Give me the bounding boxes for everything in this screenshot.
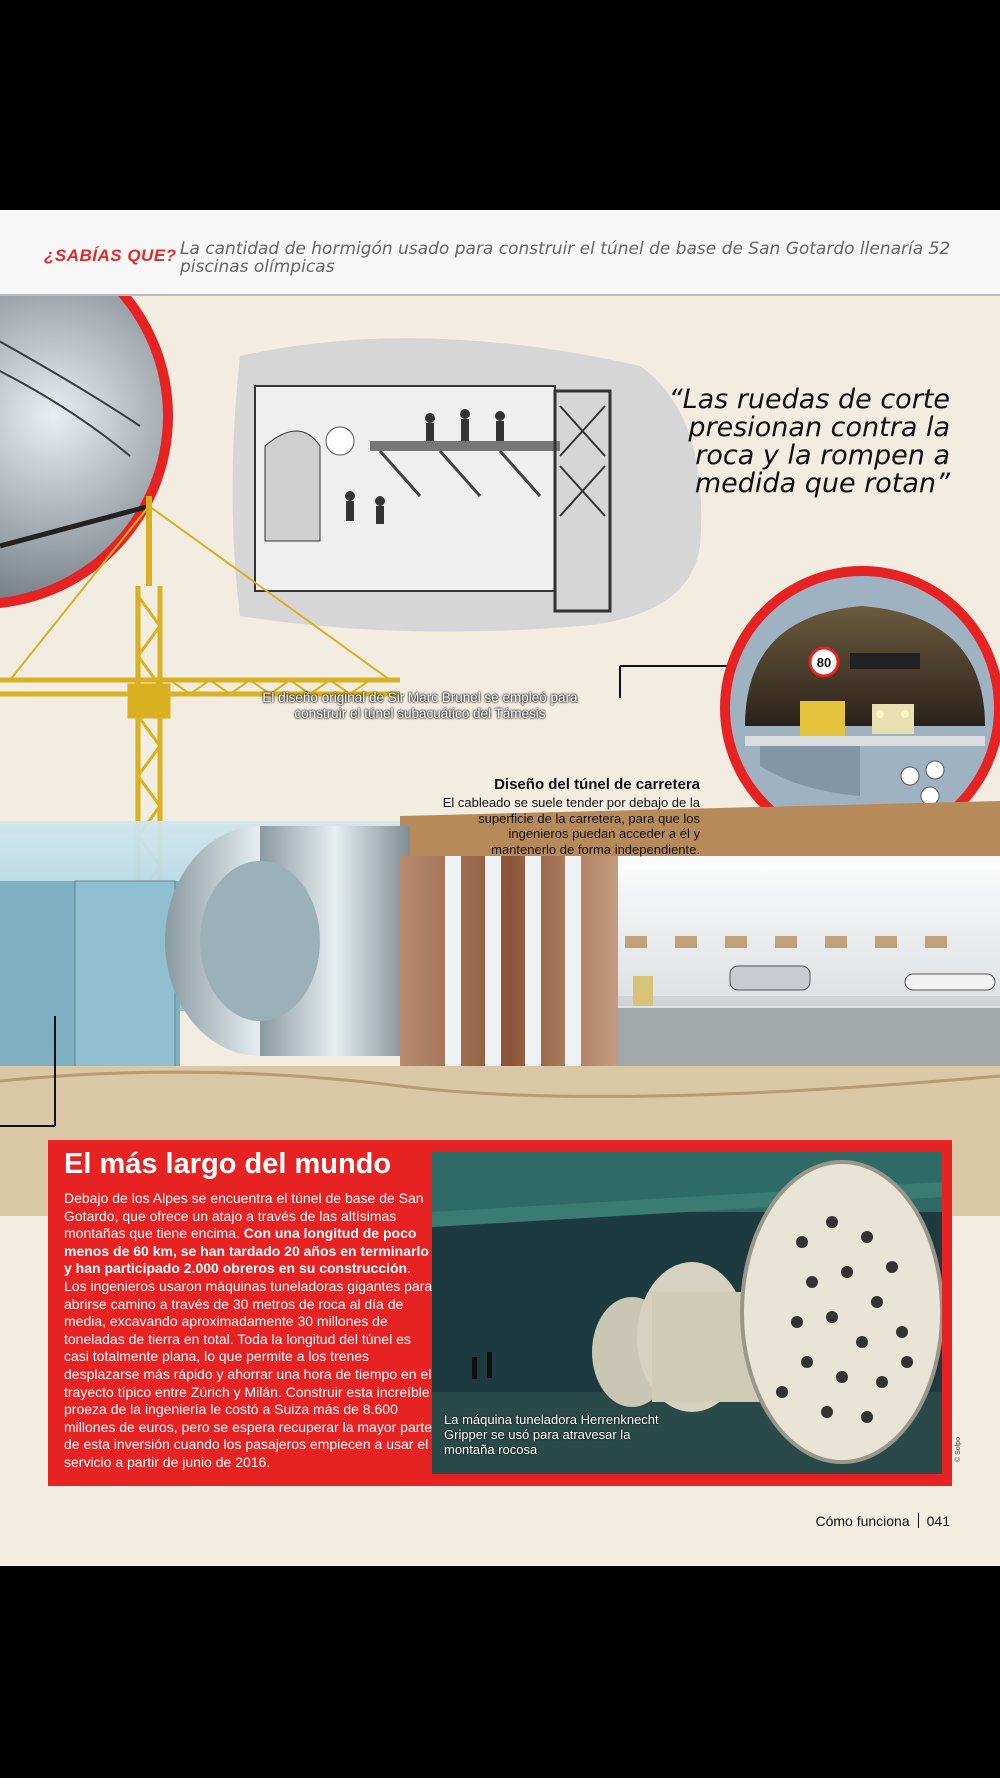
rail-tunnel-interior bbox=[618, 856, 1000, 1066]
tbm-photo-caption: La máquina tuneladora Herrenknecht Gripper se usó para atravesar la montaña rocosa bbox=[444, 1412, 659, 1457]
did-you-know-band bbox=[0, 210, 1000, 296]
tunnel-illustration bbox=[0, 296, 1000, 1216]
photo-credit: © Solpo bbox=[955, 1436, 962, 1462]
magazine-page bbox=[0, 210, 1000, 1566]
road-tunnel-text: El cableado se suele tender por debajo de la superficie de la carretera, para que los ingenieros puedan acceder a él y mantenerlo de forma independiente. bbox=[442, 795, 700, 857]
speed-limit-sign: 80 bbox=[816, 655, 832, 670]
did-you-know-tag: ¿SABÍAS QUE? bbox=[44, 246, 177, 265]
road-tunnel-callout bbox=[440, 776, 700, 857]
brunel-engraving bbox=[233, 338, 702, 631]
tunnel-photo bbox=[0, 296, 163, 599]
page-number: 041 bbox=[926, 1513, 950, 1529]
engraving-caption: El diseño original de Sir Marc Brunel se empleó para construir el túnel subacuático del Támesis bbox=[262, 690, 578, 721]
page-footer bbox=[815, 1513, 950, 1529]
did-you-know-text: La cantidad de hormigón usado para construir el túnel de base de San Gotardo llenaría 52 piscinas olímpicas bbox=[180, 239, 951, 277]
feature-title: El más largo del mundo bbox=[64, 1148, 392, 1180]
footer-separator bbox=[918, 1513, 919, 1528]
feature-body-highlight: Con una longitud de poco menos de 60 km, se han tardado 20 años en terminarlo y han participado 2.000 obreros en su construcción bbox=[64, 1225, 429, 1277]
feature-box bbox=[48, 1140, 952, 1486]
feature-body bbox=[64, 1190, 434, 1472]
feature-body-intro: Debajo de los Alpes se encuentra el túnel de base de San Gotardo, que ofrece un atajo a través de las altísimas montañas que tiene encima. bbox=[64, 1190, 424, 1242]
road-tunnel-title: Diseño del túnel de carretera bbox=[494, 776, 700, 793]
feature-body-rest: . Los ingenieros usaron máquinas tuneladoras gigantes para abrirse camino a través de 30 metros de roca al día de media, excavando aproximadamente 30 millones de toneladas de tierra en total. Toda la longitud del túnel es casi totalmente plana, lo que permite a los trenes desplazarse más rápido y ahorrar una hora de tiempo en el trayecto típico entre Zúrich y Milán. Construir esta increíble proeza de la ingeniería le costó a Suiza más de 8.600 millones de euros, pero se espera recuperar la mayor parte de esta inversión cuando los pasajeros empiecen a usar el servicio a partir de junio de 2016. bbox=[64, 1260, 433, 1470]
magazine-name: Cómo funciona bbox=[815, 1513, 910, 1529]
pull-quote: “Las ruedas de corte presionan contra la roca y la rompen a medida que rotan” bbox=[668, 384, 950, 499]
tbm-photo bbox=[432, 1152, 942, 1474]
